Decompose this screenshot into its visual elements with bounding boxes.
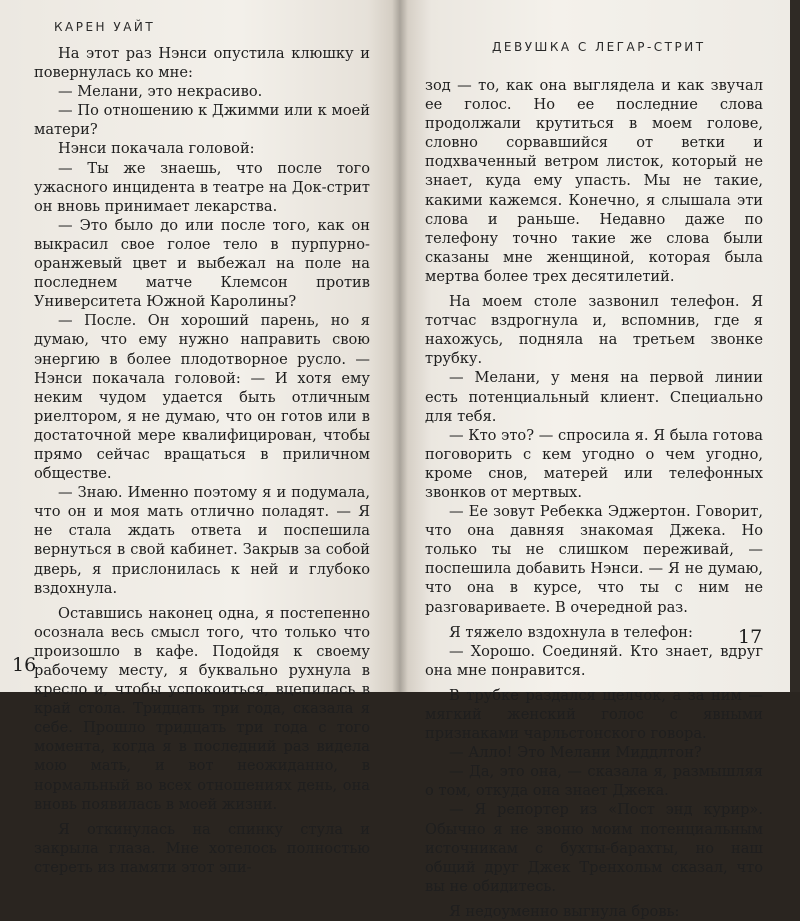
paragraph: — Мелани, это некрасиво. — [58, 83, 263, 101]
right-page — [400, 0, 790, 920]
paragraph: В трубке раздался щелчок, а за ним — мягкий женский голос с явными признаками чарльстонского говора. — [425, 686, 763, 743]
paragraph: зод — то, как она выглядела и как звучал ее голос. Но ее последние слова продолжали крутиться в моем голове, словно сорвавшийся от ветки и подхваченный ветром листок, который не знает, куда ему упасть. Мы не такие, какими кажемся. Конечно, я слышала эти слова и раньше. Недавно даже по телефону точно такие же слова были сказаны мне женщиной, которая была мертва более трех десятилетий. — [425, 77, 763, 285]
paragraph: На этот раз Нэнси опустила клюшку и повернулась ко мне: — [34, 45, 370, 82]
paragraph: Я недоуменно выгнула бровь: — [449, 902, 680, 920]
paragraph: — Ее зовут Ребекка Эджертон. Говорит, что она давняя знакомая Джека. Но только ты не слишком переживай, — поспешила добавить Нэнси. — Я не думаю, что она в курсе, что ты с ним не разговариваете. В очередной раз. — [425, 503, 763, 616]
paragraph: — Алло! Это Мелани Миддлтон? — [449, 744, 702, 762]
paragraph: — Это было до или после того, как он выкрасил свое голое тело в пурпурно-оранжевый цвет и выбежал на поле на последнем матче Клемсон против Университета Южной Каролины? — [34, 216, 370, 311]
paragraph: Оставшись наконец одна, я постепенно осознала весь смысл того, что только что произошло в кафе. Подойдя к своему рабочему месту, я буквально рухнула в кресло и, чтобы успокоиться, вцепилась в край стола. Тридцать три года, сказала я себе. Прошло тридцать три года с того момента, когда я в последний раз видела мою мать, и вот неожиданно, в нормальный во всех отношениях день, она вновь появилась в моей жизни. — [34, 604, 370, 813]
right-page-header: ДЕВУШКА С ЛЕГАР-СТРИТ — [492, 40, 706, 54]
paragraph: Я откинулась на спинку стула и закрыла глаза. Мне хотелось полностью стереть из памяти этот эпи- — [34, 820, 370, 876]
left-page — [0, 0, 400, 876]
paragraph: — Знаю. Именно поэтому я и подумала, что он и моя мать отлично поладят. — Я не стала ждать ответа и поспешила вернуться в свой кабинет. Закрыв за собой дверь, я прислонилась к ней и глубоко вздохнула. — [34, 484, 370, 597]
book-spine — [392, 0, 408, 692]
paragraph: Нэнси покачала головой: — [58, 140, 255, 158]
right-page-text — [425, 76, 763, 921]
paragraph: На моем столе зазвонил телефон. Я тотчас вздрогнула и, вспомнив, где я нахожусь, подняла на третьем звонке трубку. — [425, 293, 763, 368]
paragraph: — Я репортер из «Пост энд курир». Обычно я не звоню моим потенциальным источникам с бухты-барахты, но наш общий друг Джек Тренхольм сказал, что вы не обидитесь. — [425, 801, 763, 895]
paragraph: — После. Он хороший парень, но я думаю, что ему нужно направить свою энергию в более плодотворное русло. — Нэнси покачала головой: — И хотя ему неким чудом удается быть отличным риелтором, я не думаю, что он готов или в достаточной мере квалифицирован, чтобы прямо сейчас вращаться в приличном обществе. — [34, 312, 370, 483]
paragraph: — Хорошо. Соединяй. Кто знает, вдруг она мне понравится. — [425, 642, 763, 679]
paragraph: — Мелани, у меня на первой линии есть потенциальный клиент. Специально для тебя. — [425, 369, 763, 425]
paragraph: — Ты же знаешь, что после того ужасного инцидента в театре на Док-стрит он вновь принимает лекарства. — [34, 159, 370, 215]
left-page-text — [34, 44, 370, 877]
left-page-header: КАРЕН УАЙТ — [54, 20, 156, 34]
paragraph: Я тяжело вздохнула в телефон: — [449, 623, 693, 641]
paragraph: — Да, это она, — сказала я, размышляя о том, откуда она знает Джека. — [425, 763, 763, 800]
left-page-number: 16 — [12, 654, 37, 676]
paragraph: — Кто это? — спросила я. Я была готова поговорить с кем угодно о чем угодно, кроме снов, матерей или телефонных звонков от мертвых. — [425, 426, 763, 501]
right-page-number: 17 — [738, 626, 763, 648]
paragraph: — По отношению к Джимми или к моей матери? — [34, 102, 370, 139]
